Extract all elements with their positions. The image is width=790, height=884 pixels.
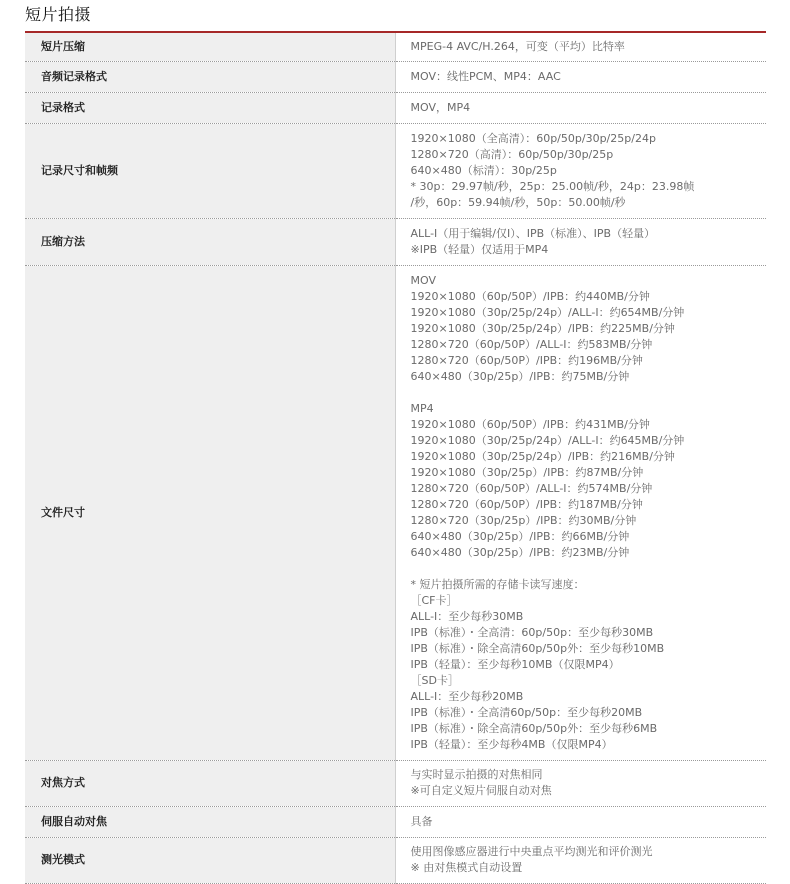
spec-label: 音频记录格式 <box>25 61 395 92</box>
spec-value-line: 1920×1080（30p/25p/24p）/ALL-I：约645MB/分钟 <box>410 433 685 447</box>
spec-value <box>395 218 766 265</box>
spec-label: 测光模式 <box>25 837 395 883</box>
spec-value-line <box>411 561 767 577</box>
spec-value-line: ALL-I：至少每秒20MB <box>410 689 524 703</box>
spec-value-line: MOV <box>410 273 436 287</box>
spec-value <box>395 760 766 806</box>
spec-value-line: 640×480（30p/25p）/IPB：约75MB/分钟 <box>410 369 630 383</box>
spec-row <box>25 123 766 218</box>
spec-value-line: MOV：线性PCM、MP4：AAC <box>410 69 561 83</box>
spec-value <box>395 33 766 61</box>
spec-value-line: IPB（标准）・除全高清60p/50p外：至少每秒6MB <box>410 721 658 735</box>
spec-value-line: 1280×720（60p/50P）/ALL-I：约583MB/分钟 <box>410 337 653 351</box>
spec-label: 压缩方法 <box>25 218 395 265</box>
spec-table-body <box>25 33 766 883</box>
spec-value-line: 1920×1080（30p/25p/24p）/IPB：约225MB/分钟 <box>410 321 675 335</box>
spec-label: 记录格式 <box>25 92 395 123</box>
spec-value-line: 1920×1080（30p/25p/24p）/IPB：约216MB/分钟 <box>410 449 675 463</box>
spec-value <box>395 61 766 92</box>
spec-value-line: 1920×1080（30p/25p）/IPB：约87MB/分钟 <box>410 465 644 479</box>
spec-label: 文件尺寸 <box>25 265 395 760</box>
spec-value-line: 1920×1080（60p/50P）/IPB：约440MB/分钟 <box>410 289 650 303</box>
spec-value-line: 1280×720（30p/25p）/IPB：约30MB/分钟 <box>410 513 637 527</box>
spec-value-line <box>411 385 767 401</box>
spec-row <box>25 837 766 883</box>
spec-value-line: MPEG-4 AVC/H.264，可变（平均）比特率 <box>410 39 625 53</box>
spec-row <box>25 265 766 760</box>
spec-value-line: /秒，60p：59.94帧/秒，50p：50.00帧/秒 <box>410 195 626 209</box>
spec-value-line: 1280×720（60p/50P）/ALL-I：约574MB/分钟 <box>410 481 653 495</box>
spec-value-line: ※IPB（轻量）仅适用于MP4 <box>410 242 549 256</box>
spec-value-line: * 30p：29.97帧/秒，25p：25.00帧/秒，24p：23.98帧 <box>410 179 695 193</box>
spec-label: 对焦方式 <box>25 760 395 806</box>
spec-value-line: IPB（轻量）：至少每秒10MB（仅限MP4） <box>410 657 620 671</box>
spec-value <box>395 92 766 123</box>
spec-label: 记录尺寸和帧频 <box>25 123 395 218</box>
spec-row <box>25 806 766 837</box>
spec-value-line: IPB（标准）・除全高清60p/50p外：至少每秒10MB <box>410 641 665 655</box>
spec-row <box>25 760 766 806</box>
spec-value <box>395 837 766 883</box>
spec-value-line: 640×480（标清）：30p/25p <box>410 163 557 177</box>
spec-value-line: * 短片拍摄所需的存储卡读写速度： <box>410 577 585 591</box>
spec-value-line: 1920×1080（60p/50P）/IPB：约431MB/分钟 <box>410 417 650 431</box>
spec-value-line: IPB（轻量）：至少每秒4MB（仅限MP4） <box>410 737 613 751</box>
spec-value-line: 1280×720（高清）：60p/50p/30p/25p <box>410 147 614 161</box>
spec-value-line: IPB（标准）・全高清60p/50p：至少每秒20MB <box>410 705 643 719</box>
spec-value-line: IPB（标准）・全高清：60p/50p：至少每秒30MB <box>410 625 654 639</box>
spec-value-line: 使用图像感应器进行中央重点平均测光和评价测光 <box>410 845 653 858</box>
spec-value-line: 与实时显示拍摄的对焦相同 <box>410 768 543 781</box>
spec-value-line: 640×480（30p/25p）/IPB：约23MB/分钟 <box>410 545 630 559</box>
spec-value-line: 1280×720（60p/50P）/IPB：约196MB/分钟 <box>410 353 643 367</box>
section-title: 短片拍摄 <box>25 5 92 24</box>
spec-value-line: 1280×720（60p/50P）/IPB：约187MB/分钟 <box>410 497 643 511</box>
spec-value-line: ［SD卡］ <box>410 673 459 687</box>
spec-value-line: ※ 由对焦模式自动设置 <box>410 861 523 874</box>
spec-value-line: ［CF卡］ <box>410 593 458 607</box>
spec-value-line: ※可自定义短片伺服自动对焦 <box>410 784 552 797</box>
spec-value <box>395 806 766 837</box>
spec-value-line: 640×480（30p/25p）/IPB：约66MB/分钟 <box>410 529 630 543</box>
spec-row <box>25 92 766 123</box>
spec-row <box>25 218 766 265</box>
spec-value-line: ALL-I（用于编辑/仅I）、IPB（标准）、IPB（轻量） <box>410 226 656 240</box>
spec-row <box>25 33 766 61</box>
spec-value-line: 1920×1080（30p/25p/24p）/ALL-I：约654MB/分钟 <box>410 305 685 319</box>
spec-table <box>25 33 766 884</box>
spec-row <box>25 61 766 92</box>
spec-value-line: ALL-I：至少每秒30MB <box>410 609 524 623</box>
spec-label: 伺服自动对焦 <box>25 806 395 837</box>
spec-value <box>395 265 766 760</box>
spec-value <box>395 123 766 218</box>
spec-value-line: 具备 <box>410 814 433 828</box>
spec-value-line: MP4 <box>410 401 434 415</box>
spec-label: 短片压缩 <box>25 33 395 61</box>
spec-value-line: 1920×1080（全高清）：60p/50p/30p/25p/24p <box>410 131 656 145</box>
spec-value-line: MOV，MP4 <box>410 100 471 114</box>
